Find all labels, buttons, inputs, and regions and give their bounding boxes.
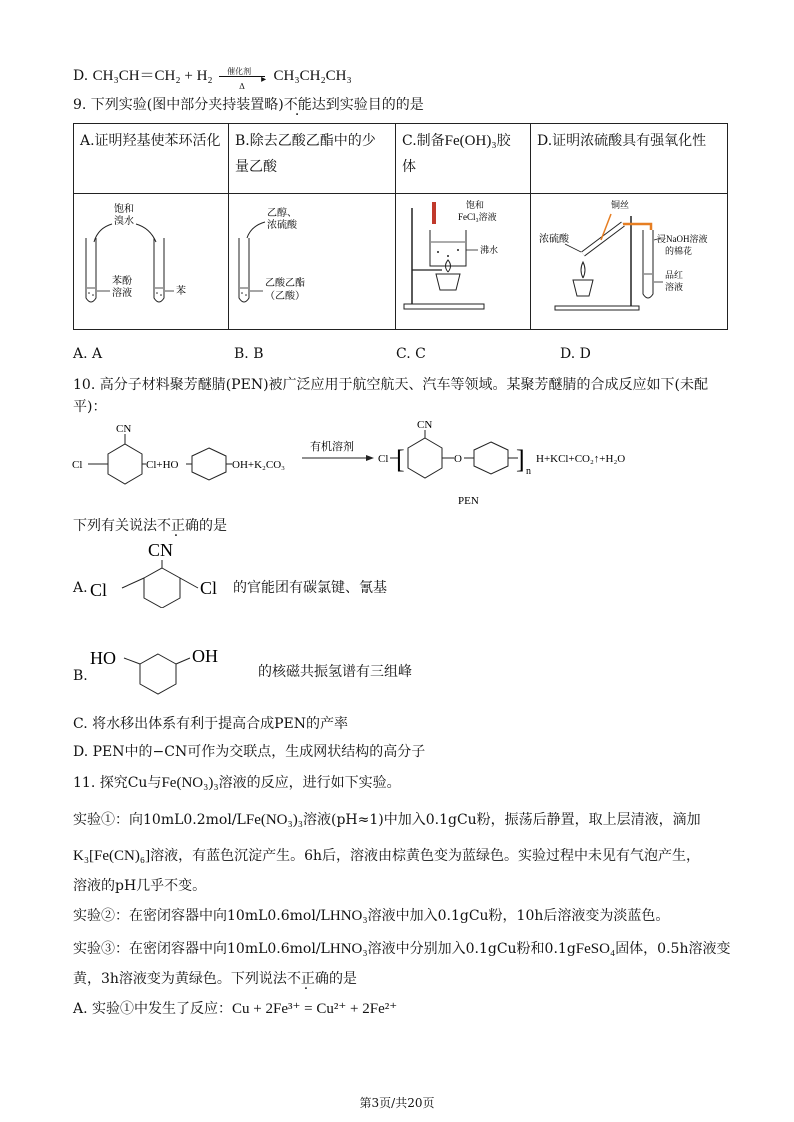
- ho-group: HO: [90, 648, 116, 668]
- q9-cell-a-figure: [74, 194, 229, 330]
- q11-exp3-line2: [73, 969, 357, 989]
- exp3-b-pre: 黄，3h溶液变为黄绿色。下列说法: [73, 971, 287, 987]
- q10-option-a-text: 的官能团有碳氯键、氰基: [233, 580, 387, 596]
- q10-ask-pre: 下列有关说法: [73, 518, 157, 534]
- label-fecl3: FeCl₃溶液: [458, 212, 497, 222]
- cell-a-title: A.证明羟基使苯环活化: [80, 133, 221, 149]
- q11-exp1-line2: [73, 846, 700, 866]
- exp2-pre: 实验②：在密闭容器中向10mL0.6mol/L: [73, 908, 330, 924]
- cl-left: Cl: [90, 580, 108, 600]
- exp3-b-neg: 不正确: [286, 971, 329, 987]
- q10-ask-neg: 不正确: [157, 518, 199, 534]
- q10-option-a-label[interactable]: A.: [73, 580, 88, 596]
- repeat-n: n: [526, 466, 531, 477]
- dot: [156, 292, 158, 294]
- q8-d-lhs: CH₃CH＝CH₂ + H₂: [92, 68, 213, 84]
- test-tube: [239, 238, 249, 302]
- q9-cell-b-figure: [229, 194, 396, 330]
- cell-c-formula: Fe(OH)₃: [444, 133, 497, 149]
- stand-base: [404, 304, 484, 309]
- q10-stem-line1: 10. 高分子材料聚芳醚腈(PEN)被广泛应用于航空航天、汽车等领域。某聚芳醚腈的合成反应如下(未配: [73, 377, 708, 393]
- exp1-formula: Fe(NO₃)₃: [245, 812, 303, 828]
- label-phenol: 苯酚: [112, 276, 132, 287]
- bubble: [447, 255, 449, 257]
- benzene-ring-3: [408, 438, 442, 478]
- q11-exp2: [73, 906, 669, 926]
- cell-b-title: B.除去乙酸乙酯中的少量乙酸: [235, 133, 376, 175]
- bracket-left: [: [396, 445, 405, 474]
- exp3-pre: 实验③：在密闭容器中向10mL0.6mol/L: [73, 941, 330, 957]
- exp3-post: 固体，0.5h溶液变: [615, 941, 731, 957]
- arrow: [247, 222, 265, 238]
- bromine-water-test-figure: [74, 194, 228, 320]
- cn-group: CN: [116, 423, 132, 435]
- colloid-preparation-figure: [396, 194, 530, 320]
- oh-k2co3: OH+K₂CO₃: [232, 459, 285, 471]
- arrow-head: ▸: [261, 74, 267, 85]
- label-benzene: 苯: [176, 286, 186, 297]
- test-tube-left: [86, 238, 96, 302]
- exp3-mid: 溶液中分别加入0.1gCu粉和0.1g: [367, 941, 576, 957]
- q9-option-d[interactable]: D. D: [560, 346, 591, 362]
- q9-cell-c-figure: [396, 194, 531, 330]
- alcohol-lamp: [573, 280, 593, 296]
- receiver-tube: [643, 230, 653, 298]
- dot: [92, 294, 94, 296]
- q11-option-a[interactable]: [73, 999, 397, 1019]
- q11-stem-post: 溶液的反应，进行如下实验。: [218, 775, 401, 791]
- q10-option-b-label[interactable]: B.: [73, 668, 88, 684]
- oh-group: OH: [192, 646, 218, 666]
- q10-stem-line2: 平)：: [73, 399, 107, 415]
- bracket-right: ]: [516, 445, 525, 474]
- q11-exp3-line1: [73, 939, 730, 959]
- ester-purification-figure: [229, 194, 395, 320]
- q9-stem-pre: 9. 下列实验(图中部分夹持装置略): [73, 97, 284, 113]
- benzene-ring-4: [474, 442, 508, 474]
- q9-cell-a-title: [74, 124, 229, 194]
- dot: [88, 292, 90, 294]
- label-conc-sulfuric: 浓硫酸: [267, 220, 297, 231]
- exp1-pre: 实验①：向10mL0.2mol/L: [73, 812, 246, 828]
- catalyst-label: 催化剂: [227, 67, 252, 76]
- bond: [176, 658, 190, 664]
- bubble: [437, 251, 439, 253]
- label-copper-wire: 铜丝: [611, 200, 630, 210]
- cl-right: Cl: [200, 578, 218, 598]
- alcohol-lamp: [436, 274, 460, 290]
- label-saturated: 饱和: [114, 204, 134, 215]
- exp2-post: 溶液中加入0.1gCu粉，10h后溶液变为淡蓝色。: [367, 908, 670, 924]
- arrow-right: [136, 224, 156, 242]
- q9-stem: [73, 95, 424, 115]
- reaction-arrow: [217, 66, 269, 91]
- bond: [180, 578, 198, 588]
- q11-exp1-line3: 溶液的pH几乎不变。: [73, 878, 207, 894]
- cell-c-title-pre: C.制备: [402, 133, 445, 149]
- solvent-label: 有机溶剂: [310, 441, 354, 453]
- exp3-formula: HNO₃: [329, 941, 368, 957]
- cell-d-title: D.证明浓硫酸具有强氧化性: [537, 133, 707, 149]
- tube-inner: [583, 224, 623, 254]
- q9-option-b[interactable]: B. B: [234, 346, 264, 362]
- byproducts: H+KCl+CO₂↑+H₂O: [536, 453, 626, 465]
- exp1-formula-k3: K₃[Fe(CN)₆]: [73, 848, 151, 864]
- q11-exp1-line1: [73, 810, 701, 830]
- label-bromine-water: 溴水: [114, 216, 134, 227]
- label-conc-sulfuric: 浓硫酸: [539, 234, 569, 245]
- exp3-b-post: 的是: [328, 971, 357, 987]
- q9-cell-d-figure: [531, 194, 728, 330]
- dot: [241, 292, 243, 294]
- resorcinol-structure: [86, 640, 256, 696]
- q9-cell-b-title: [229, 124, 396, 194]
- dropper: [432, 202, 436, 224]
- q9-cell-c-title: [396, 124, 531, 194]
- q10-ask: [73, 516, 227, 536]
- label-saturated: 饱和: [466, 200, 485, 210]
- page-footer: 第3页/共20页: [359, 1096, 435, 1110]
- label-boiling-water: 沸水: [480, 245, 499, 255]
- exp3-formula2: FeSO₄: [575, 941, 616, 957]
- dot: [245, 294, 247, 296]
- label-magenta: 品红: [665, 270, 684, 280]
- q8-d-rhs: CH₃CH₂CH₃: [273, 68, 352, 84]
- exp1-post: 溶液(pH≈1)中加入0.1gCu粉，振荡后静置，取上层清液，滴加: [302, 812, 701, 828]
- q9-stem-post: 达到实验目的的是: [311, 97, 424, 113]
- leader: [565, 244, 581, 252]
- benzene-ring-2: [192, 448, 226, 480]
- label-ethyl-acetate: 乙酸乙酯: [265, 278, 305, 289]
- label-solution: 溶液: [112, 288, 132, 299]
- q9-experiment-table: [73, 123, 728, 330]
- q11-stem: [73, 773, 401, 793]
- q11-a-equation: Cu + 2Fe³⁺ = Cu²⁺ + 2Fe²⁺: [232, 1001, 398, 1017]
- q11-stem-pre: 11. 探究Cu与: [73, 775, 162, 791]
- test-tube-right: [154, 238, 164, 302]
- q8-option-d: [73, 66, 352, 91]
- label-ethanol: 乙醇、: [267, 208, 297, 219]
- q10-option-b-text: 的核磁共振氢谱有三组峰: [258, 664, 412, 680]
- stand-base: [555, 306, 639, 310]
- q8-d-label: D.: [73, 68, 89, 84]
- exp1-post2: 溶液，有蓝色沉淀产生。6h后，溶液由棕黄色变为蓝绿色。实验过程中未见有气泡产生，: [150, 848, 701, 864]
- delivery-tube: [623, 224, 651, 230]
- q10-ask-post: 的是: [199, 518, 227, 534]
- q9-option-a[interactable]: A. A: [73, 346, 103, 362]
- benzene-ring: [144, 568, 180, 608]
- q11-formula: Fe(NO₃)₃: [161, 775, 219, 791]
- q11-a-pre: A. 实验①中发生了反应：: [73, 1001, 233, 1017]
- label-solution: 溶液: [665, 282, 684, 292]
- cl-product: Cl: [378, 453, 389, 465]
- cl-left: Cl: [72, 459, 83, 471]
- exp2-formula: HNO₃: [329, 908, 368, 924]
- q10-option-c[interactable]: C. 将水移出体系有利于提高合成PEN的产率: [73, 716, 349, 732]
- cell-c-title-post: 胶体: [402, 133, 511, 175]
- label-cotton: 的棉花: [665, 246, 693, 256]
- label-naoh-cotton: 浸NaOH溶液: [657, 234, 708, 244]
- dichlorobenzonitrile-structure: [86, 538, 236, 608]
- q10-option-d[interactable]: D. PEN中的−CN可作为交联点，生成网状结构的高分子: [73, 744, 426, 760]
- label-acetic-acid: （乙酸）: [265, 291, 305, 302]
- cn-product: CN: [417, 420, 433, 431]
- copper-sulfuric-figure: [531, 194, 727, 320]
- bubble: [457, 249, 459, 251]
- cl-ho-join: Cl+HO: [146, 459, 179, 471]
- benzene-ring: [140, 654, 176, 694]
- heat-label: Δ: [239, 82, 245, 91]
- flame: [581, 262, 585, 278]
- pen-label: PEN: [458, 495, 479, 507]
- arrow-left: [94, 224, 112, 242]
- cn-group: CN: [148, 540, 174, 560]
- benzene-ring-1: [108, 444, 142, 484]
- arrow-head: [366, 455, 374, 461]
- bond: [124, 658, 140, 664]
- dot: [160, 294, 162, 296]
- q9-cell-d-title: [531, 124, 728, 194]
- q9-stem-neg: 不能: [283, 97, 312, 113]
- q9-title-row: [74, 124, 728, 194]
- oxygen: O: [454, 453, 462, 465]
- bond: [122, 578, 144, 588]
- q9-option-c[interactable]: C. C: [396, 346, 426, 362]
- q9-figure-row: [74, 194, 728, 330]
- q10-reaction-scheme: [70, 420, 710, 510]
